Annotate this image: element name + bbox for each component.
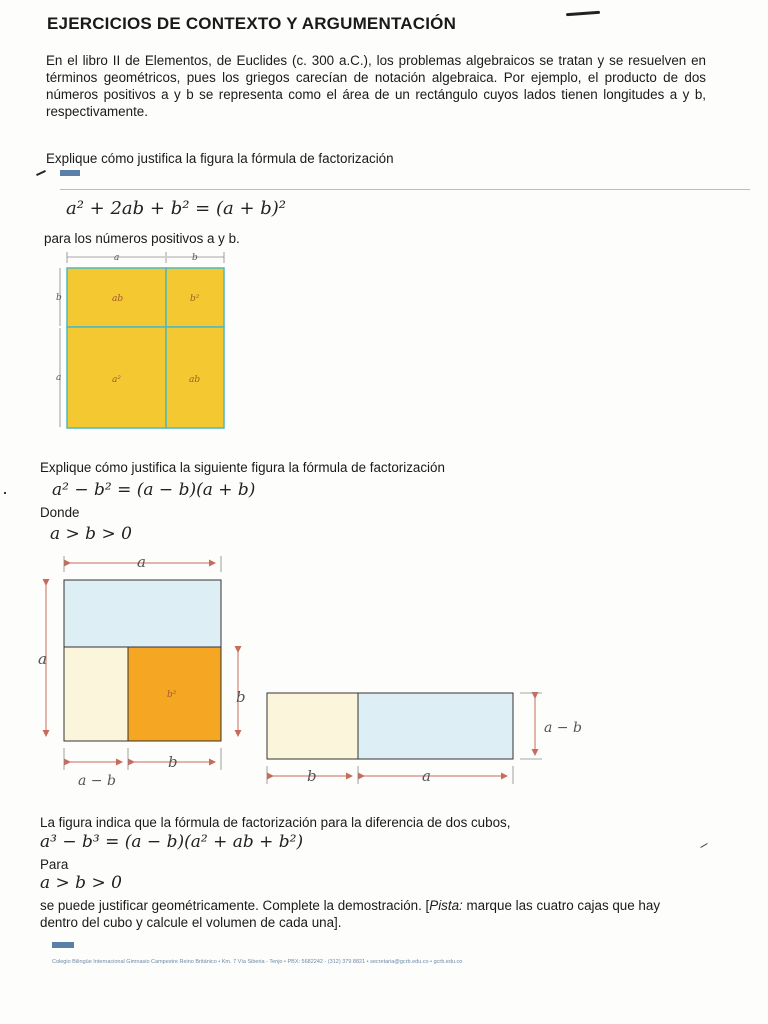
q1-after: para los números positivos a y b. (44, 231, 240, 246)
q1-prompt: Explique cómo justifica la figura la fórmula de factorización (46, 151, 394, 166)
page-title: EJERCICIOS DE CONTEXTO Y ARGUMENTACIÓN (47, 14, 457, 33)
fig2-bottom-b: b (168, 753, 178, 771)
q3-pista: Pista: (429, 898, 463, 913)
label-ab-top: ab (112, 294, 124, 304)
label-ab-bottom: ab (189, 375, 201, 385)
q3-prompt: La figura indica que la fórmula de factorización para la diferencia de dos cubos, (40, 815, 511, 830)
q3-closing-2: marque las cuatro cajas que hay dentro del cubo y calcule el volumen de cada una]. (40, 898, 661, 930)
q3-closing (40, 897, 680, 931)
q2-donde: Donde (40, 505, 80, 520)
q1-formula: a² + 2ab + b² = (a + b)² (66, 198, 287, 219)
fig2-rect-b: b (307, 767, 317, 785)
fig2-rect-side: a − b (544, 720, 582, 736)
q3-condition: a > b > 0 (40, 873, 122, 893)
fig2-rect-a: a (422, 767, 431, 785)
fig2-bottom-amb: a − b (78, 773, 116, 789)
scan-speck (4, 492, 6, 494)
footer-mark (52, 942, 74, 948)
fig1-top-b: b (192, 253, 198, 263)
label-b2: b² (190, 294, 200, 304)
q2-prompt: Explique cómo justifica la siguiente figura la fórmula de factorización (40, 460, 445, 475)
fig1-top-a: a (114, 253, 120, 263)
q3-para: Para (40, 857, 69, 872)
intro-paragraph: En el libro II de Elementos, de Euclides (c. 300 a.C.), los problemas algebraicos se tratan y se resuelven en términos geométricos, pues los griegos carecían de notación algebraica. Por ejemplo, el producto de dos números positivos a y b se representa como el área de un rectángulo cuyos lados tienen longitudes a y b, respectivamente. (46, 53, 706, 119)
q2-condition: a > b > 0 (50, 524, 132, 544)
fig2-cell-b2: b² (167, 690, 177, 700)
q3-closing-1: se puede justificar geométricamente. Complete la demostración. [ (40, 898, 430, 913)
fig1-side-a: a (56, 373, 62, 383)
fig2-left-a: a (38, 650, 47, 668)
q3-formula: a³ − b³ = (a − b)(a² + ab + b²) (40, 832, 304, 852)
fig1-side-b: b (56, 293, 62, 303)
fig2-top-a: a (137, 553, 146, 571)
q2-formula: a² − b² = (a − b)(a + b) (52, 480, 256, 500)
label-a2: a² (112, 375, 121, 385)
fig2-right-b: b (236, 688, 246, 706)
footer-text: Colegio Bilingüe Internacional Gimnasio Campestre Reino Británico • Km. 7 Vía Siberia - Tenjo • PBX: 5682242 - (312) 379 8821 • secretaria@gcrb.edu.co • gcrb.edu.co (52, 959, 463, 965)
